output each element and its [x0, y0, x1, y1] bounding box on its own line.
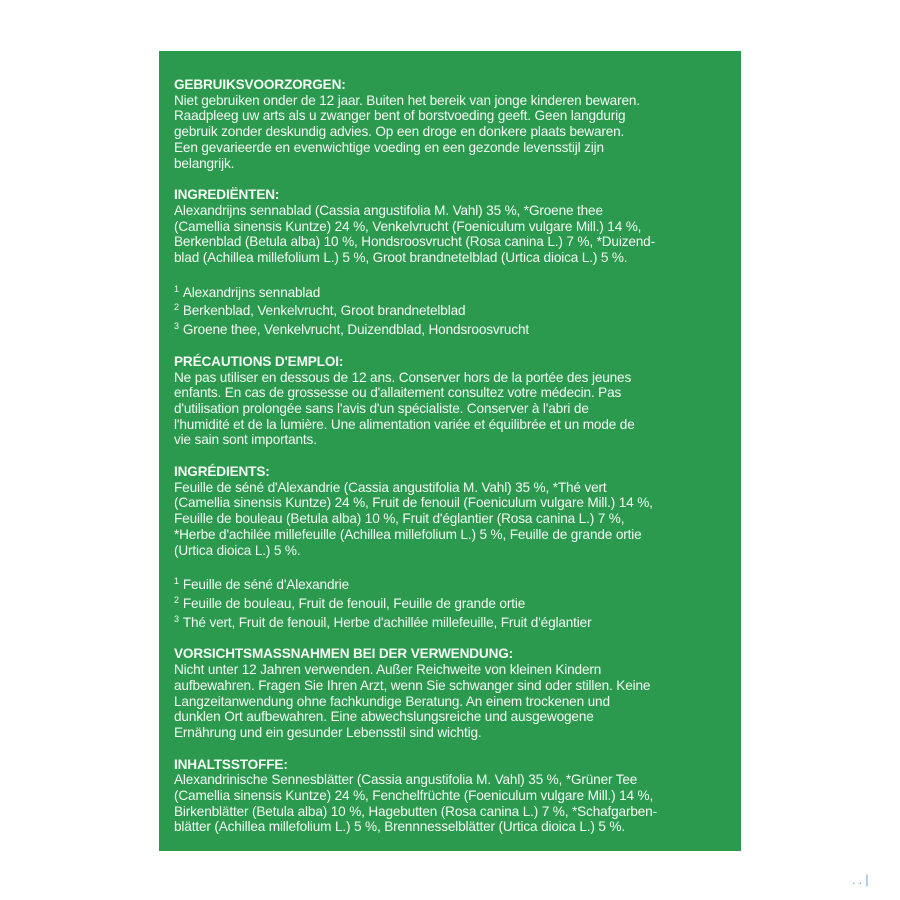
fr-footnote-3	[174, 612, 734, 631]
fr-ingredients-section	[174, 464, 734, 558]
footnote-text: Groene thee, Venkelvrucht, Duizendblad, Hondsroosvrucht	[182, 322, 530, 338]
fr-precautions-section	[174, 354, 734, 448]
fr-footnote-1	[174, 574, 734, 593]
fr-ingredients-heading: INGRÉDIENTS:	[174, 464, 270, 480]
fr-precautions-heading: PRÉCAUTIONS D'EMPLOI:	[174, 353, 344, 369]
nl-footnote-2	[174, 300, 734, 319]
de-precautions-section	[174, 646, 734, 740]
footnote-text: Feuille de bouleau, Fruit de fenouil, Feuille de grande ortie	[182, 595, 526, 611]
fr-precautions-text: Ne pas utiliser en dessous de 12 ans. Conserver hors de la portée des jeunes enfants. En cas de grossesse ou d'allaitement consultez votre médecin. Pas d'utilisation prolongée sans l'avis d'un spécialiste. Conserver à l'abri de l'humidité et de la lumière. Une alimentation variée et équilibrée et un mode de vie sain sont importants.	[174, 369, 635, 448]
footnote-number: 3	[174, 321, 179, 332]
de-precautions-text: Nicht unter 12 Jahren verwenden. Außer Reichweite von kleinen Kindern aufbewahren. Fragen Sie Ihren Arzt, wenn Sie schwanger sind oder stillen. Keine Langzeitanwendung ohne fachkundige Beratung. An einem trockenen und dunklen Ort aufbewahren. Eine abwechslungsreiche und ausgewogene Ernährung und ein gesunder Lebensstil sind wichtig.	[174, 662, 651, 740]
nl-precautions-section	[174, 77, 734, 171]
label-text-block	[174, 77, 734, 851]
de-precautions-heading: VORSICHTSMASSNAHMEN BEI DER VERWENDUNG:	[174, 646, 514, 662]
nl-precautions-heading: GEBRUIKSVOORZORGEN:	[174, 77, 346, 92]
fr-footnotes	[174, 574, 734, 630]
footnote-number: 1	[174, 576, 179, 587]
footnote-text: Berkenblad, Venkelvrucht, Groot brandnetelblad	[182, 303, 466, 319]
fr-ingredients-text: Feuille de séné d'Alexandrie (Cassia angustifolia M. Vahl) 35 %, *Thé vert (Camellia sinensis Kuntze) 24 %, Fruit de fenouil (Foeniculum vulgare Mill.) 14 %, Feuille de bouleau (Betula alba) 10 %, Fruit d'églantier (Rosa canina L.) 7 %, *Herbe d'achilée millefeuille (Achillea millefolium L.) 5 %, Feuille de grande ortie (Urtica dioica L.) 5 %.	[174, 479, 653, 558]
nl-footnote-1	[174, 282, 734, 301]
corner-mark: ..|	[852, 872, 872, 887]
nl-footnote-3	[174, 319, 734, 338]
nl-ingredients-text: Alexandrijns sennablad (Cassia angustifolia M. Vahl) 35 %, *Groene thee (Camellia sinensis Kuntze) 24 %, Venkelvrucht (Foeniculum vulgare Mill.) 14 %, Berkenblad (Betula alba) 10 %, Hondsroosvrucht (Rosa canina L.) 7 %, *Duizend- blad (Achillea millefolium L.) 5 %, Groot brandnetelblad (Urtica dioica L.) 5 %.	[174, 202, 655, 266]
fr-footnote-2	[174, 593, 734, 612]
de-ingredients-section	[174, 757, 734, 836]
nl-ingredients-section	[174, 187, 734, 266]
de-ingredients-heading: INHALTSSTOFFE:	[174, 756, 288, 772]
footnote-number: 3	[174, 613, 179, 624]
label-panel	[159, 51, 741, 851]
footnote-text: Alexandrijns sennablad	[182, 284, 321, 300]
footnote-number: 1	[174, 283, 179, 294]
footnote-text: Feuille de séné d'Alexandrie	[182, 577, 350, 593]
de-ingredients-text: Alexandrinische Sennesblätter (Cassia angustifolia M. Vahl) 35 %, *Grüner Tee (Camellia sinensis Kuntze) 24 %, Fenchelfrüchte (Foeniculum vulgare Mill.) 14 %, Birkenblätter (Betula alba) 10 %, Hagebutten (Rosa canina L.) 7 %, *Schafgarben- blätter (Achillea millefolium L.) 5 %, Brennnesselblätter (Urtica dioica L.) 5 %.	[174, 772, 657, 835]
nl-footnotes	[174, 282, 734, 338]
footnote-number: 2	[174, 594, 179, 605]
footnote-number: 2	[174, 302, 179, 313]
nl-ingredients-heading: INGREDIËNTEN:	[174, 187, 280, 203]
nl-precautions-text: Niet gebruiken onder de 12 jaar. Buiten het bereik van jonge kinderen bewaren. Raadpleeg uw arts als u zwanger bent of borstvoeding geeft. Geen langdurig gebruik zonder deskundig advies. Op een droge en donkere plaats bewaren. Een gevarieerde en evenwichtige voeding en een gezonde levensstijl zijn belangrijk.	[174, 92, 640, 171]
footnote-text: Thé vert, Fruit de fenouil, Herbe d'achillée millefeuille, Fruit d'églantier	[182, 614, 592, 630]
